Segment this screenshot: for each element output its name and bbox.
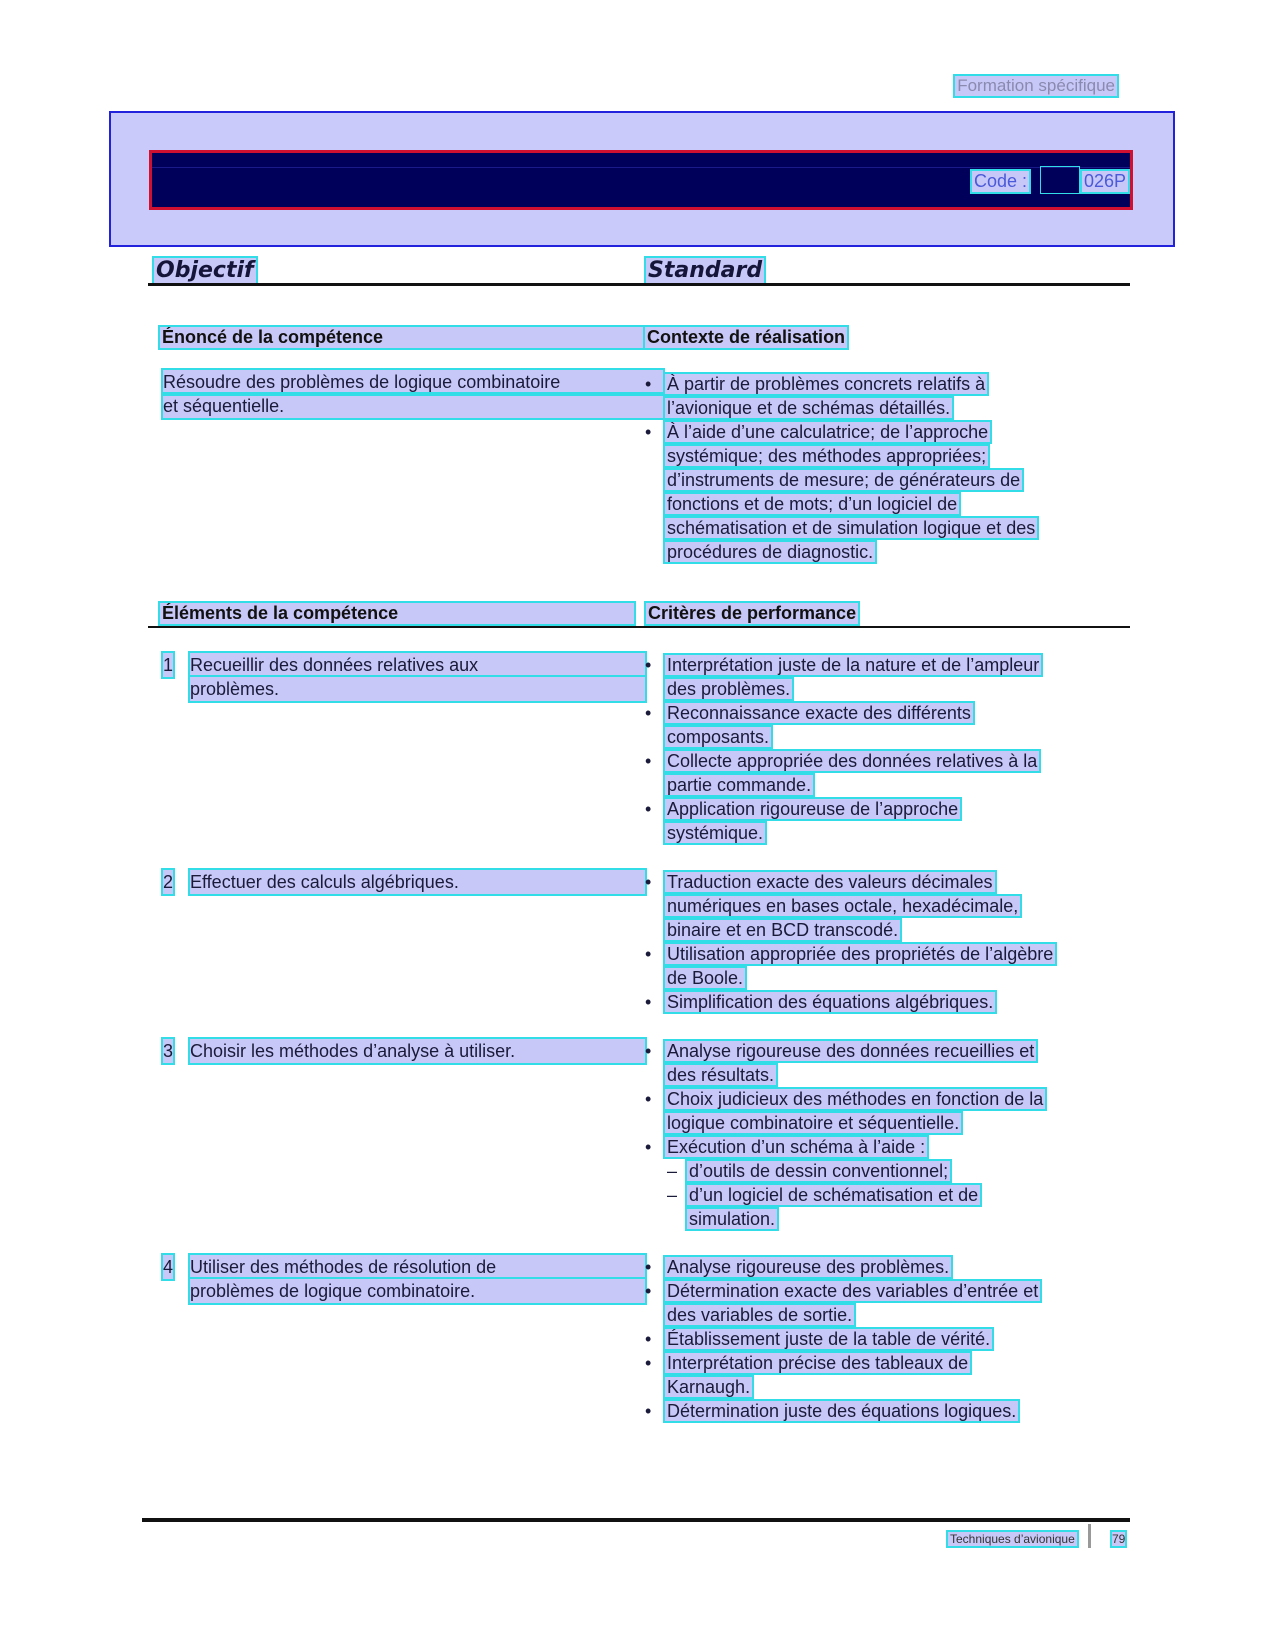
criterion-line xyxy=(645,516,1037,540)
criterion-text: À l’aide d’une calculatrice; de l’approche xyxy=(667,422,989,442)
criterion-line xyxy=(645,1039,1036,1063)
criterion-text: des problèmes. xyxy=(667,679,791,699)
criterion-line xyxy=(645,444,1037,468)
criterion-text: des résultats. xyxy=(667,1065,775,1085)
element-number: 1 xyxy=(163,655,174,675)
bullet-icon: • xyxy=(645,1257,652,1277)
criterion-line xyxy=(645,1135,927,1159)
elements-heading: Éléments de la compétence xyxy=(160,603,634,624)
section2-divider xyxy=(148,626,1130,628)
bullet-icon: • xyxy=(645,872,652,892)
element-number: 2 xyxy=(163,872,174,892)
criterion-line xyxy=(645,749,1039,773)
criterion-line xyxy=(645,540,1037,564)
page-number: 79 xyxy=(1112,1532,1126,1546)
enonce-heading: Énoncé de la compétence xyxy=(160,327,644,348)
criterion-item xyxy=(645,1087,1045,1135)
criterion-item xyxy=(645,653,1041,701)
criterion-item xyxy=(645,942,1055,990)
criterion-line xyxy=(645,1255,951,1279)
bullet-icon: • xyxy=(645,1329,652,1349)
criterion-text: partie commande. xyxy=(667,775,812,795)
criterion-line xyxy=(645,1063,1036,1087)
criterion-line xyxy=(645,468,1037,492)
criterion-line xyxy=(645,990,995,1014)
criterion-line xyxy=(645,821,960,845)
criterion-item xyxy=(645,1327,992,1351)
element-text: Utiliser des méthodes de résolution de xyxy=(190,1255,645,1279)
bullet-icon: • xyxy=(645,422,652,442)
criterion-line xyxy=(645,677,1041,701)
criterion-text: de Boole. xyxy=(667,968,744,988)
criterion-line xyxy=(645,1399,1018,1423)
criterion-line xyxy=(645,773,1039,797)
criterion-text: Interprétation précise des tableaux de xyxy=(667,1353,969,1373)
bullet-icon: • xyxy=(645,992,652,1012)
criterion-text: Collecte appropriée des données relatives à la xyxy=(667,751,1038,771)
bullet-icon: • xyxy=(645,374,652,394)
criterion-text: d’outils de dessin conventionnel; xyxy=(689,1161,949,1181)
code-value: 026P xyxy=(1084,171,1127,191)
criterion-item xyxy=(645,701,973,749)
element-text: Recueillir des données relatives aux xyxy=(190,653,645,677)
criterion-line xyxy=(645,797,960,821)
footer-rule xyxy=(142,1518,1130,1522)
enonce-text xyxy=(163,370,641,418)
standard-title: Standard xyxy=(648,258,763,283)
criterion-item xyxy=(645,372,987,420)
bullet-icon: • xyxy=(645,1137,652,1157)
criterion-text: À partir de problèmes concrets relatifs à xyxy=(667,374,986,394)
criterion-text: d’un logiciel de schématisation et de xyxy=(689,1185,979,1205)
bullet-icon: • xyxy=(645,944,652,964)
criterion-line xyxy=(645,372,987,396)
bullet-icon: • xyxy=(645,1401,652,1421)
criterion-line xyxy=(645,942,1055,966)
header-program-title: Formation spécifique xyxy=(957,76,1115,95)
bullet-icon: • xyxy=(645,1089,652,1109)
criterion-text: Établissement juste de la table de vérité. xyxy=(667,1329,991,1349)
footer-separator xyxy=(1088,1524,1091,1548)
criterion-text: Traduction exacte des valeurs décimales xyxy=(667,872,993,892)
bullet-icon: • xyxy=(645,1041,652,1061)
criterion-text: Reconnaissance exacte des différents xyxy=(667,703,971,723)
criterion-text: Analyse rigoureuse des données recueillies et xyxy=(667,1041,1035,1061)
criterion-text: numériques en bases octale, hexadécimale, xyxy=(667,896,1019,916)
criterion-text: Analyse rigoureuse des problèmes. xyxy=(667,1257,950,1277)
criterion-item xyxy=(645,797,960,845)
criterion-line xyxy=(645,918,1020,942)
criteres-heading: Critères de performance xyxy=(648,603,857,623)
criterion-text: Détermination juste des équations logiques. xyxy=(667,1401,1017,1421)
objectif-title: Objectif xyxy=(156,258,254,283)
code-label: Code : xyxy=(974,171,1028,191)
criterion-item xyxy=(645,1399,1018,1423)
bullet-icon: • xyxy=(645,799,652,819)
dash-icon: – xyxy=(667,1185,678,1205)
criterion-line xyxy=(645,653,1041,677)
criterion-line xyxy=(645,1375,970,1399)
criterion-item xyxy=(645,1039,1036,1087)
element-number: 4 xyxy=(163,1257,174,1277)
bullet-icon: • xyxy=(645,1353,652,1373)
criterion-line xyxy=(645,420,1037,444)
criterion-text: Karnaugh. xyxy=(667,1377,751,1397)
criterion-text: Interprétation juste de la nature et de l’ampleur xyxy=(667,655,1040,675)
criterion-item xyxy=(645,990,995,1014)
criterion-text: schématisation et de simulation logique et des xyxy=(667,518,1036,538)
criterion-line xyxy=(667,1207,980,1231)
criterion-text: systémique; des méthodes appropriées; xyxy=(667,446,987,466)
dash-icon: – xyxy=(667,1161,678,1181)
criterion-item xyxy=(645,1135,927,1159)
footer-program: Techniques d’avionique xyxy=(950,1532,1075,1546)
element-text: problèmes. xyxy=(190,677,645,701)
criterion-item xyxy=(645,1351,970,1399)
enonce-line: et séquentielle. xyxy=(163,394,663,418)
criterion-line xyxy=(645,725,973,749)
criterion-text: l’avionique et de schémas détaillés. xyxy=(667,398,951,418)
bullet-icon: • xyxy=(645,703,652,723)
criterion-text: systémique. xyxy=(667,823,764,843)
criterion-item xyxy=(645,1279,1040,1327)
criterion-line xyxy=(645,1111,1045,1135)
element-text: Effectuer des calculs algébriques. xyxy=(190,870,645,894)
criterion-text: Choix judicieux des méthodes en fonction de la xyxy=(667,1089,1044,1109)
element-text: problèmes de logique combinatoire. xyxy=(190,1279,645,1303)
criterion-text: d’instruments de mesure; de générateurs de xyxy=(667,470,1021,490)
criterion-item xyxy=(645,749,1039,797)
criterion-line xyxy=(645,492,1037,516)
enonce-line: Résoudre des problèmes de logique combinatoire xyxy=(163,370,663,394)
criterion-text: fonctions et de mots; d’un logiciel de xyxy=(667,494,958,514)
criterion-item xyxy=(667,1183,980,1231)
criterion-text: Détermination exacte des variables d’entrée et xyxy=(667,1281,1039,1301)
criterion-line xyxy=(645,870,1020,894)
criterion-item xyxy=(645,870,1020,942)
criterion-text: procédures de diagnostic. xyxy=(667,542,874,562)
criterion-line xyxy=(645,1279,1040,1303)
criterion-line xyxy=(645,1087,1045,1111)
criterion-text: logique combinatoire et séquentielle. xyxy=(667,1113,960,1133)
criterion-item xyxy=(667,1159,950,1183)
criterion-line xyxy=(645,966,1055,990)
bullet-icon: • xyxy=(645,1281,652,1301)
bullet-icon: • xyxy=(645,751,652,771)
criterion-line xyxy=(667,1159,950,1183)
criterion-text: Application rigoureuse de l’approche xyxy=(667,799,959,819)
criterion-text: simulation. xyxy=(689,1209,776,1229)
criterion-text: binaire et en BCD transcodé. xyxy=(667,920,899,940)
criterion-text: Exécution d’un schéma à l’aide : xyxy=(667,1137,926,1157)
criterion-text: des variables de sortie. xyxy=(667,1305,853,1325)
criterion-line xyxy=(645,1303,1040,1327)
bullet-icon: • xyxy=(645,655,652,675)
criterion-line xyxy=(645,894,1020,918)
criterion-text: Simplification des équations algébriques. xyxy=(667,992,994,1012)
code-separator xyxy=(1040,166,1080,194)
element-number: 3 xyxy=(163,1041,174,1061)
criterion-line xyxy=(645,1327,992,1351)
criterion-line xyxy=(645,701,973,725)
criterion-line xyxy=(667,1183,980,1207)
criterion-text: composants. xyxy=(667,727,770,747)
criterion-text: Utilisation appropriée des propriétés de l’algèbre xyxy=(667,944,1054,964)
title-divider xyxy=(148,283,1130,286)
contexte-heading: Contexte de réalisation xyxy=(647,327,846,347)
criterion-line xyxy=(645,1351,970,1375)
element-text: Choisir les méthodes d’analyse à utiliser. xyxy=(190,1039,645,1063)
criterion-item xyxy=(645,420,1037,564)
criterion-line xyxy=(645,396,987,420)
criterion-item xyxy=(645,1255,951,1279)
